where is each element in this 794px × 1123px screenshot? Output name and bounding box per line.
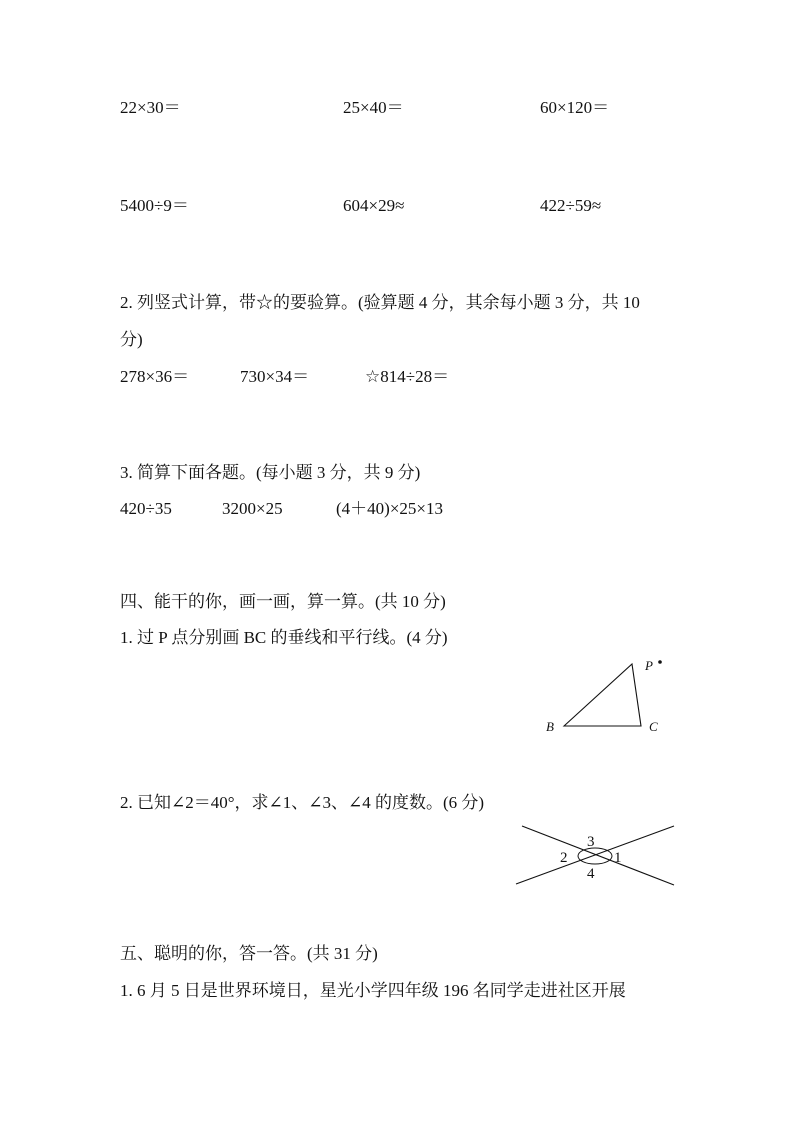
- label-p: P: [645, 658, 653, 673]
- calc-2-1: 5400÷9＝: [120, 196, 189, 215]
- point-p-dot: [658, 660, 662, 664]
- q2-item-1: 278×36＝: [120, 367, 190, 386]
- angle-arc: [578, 848, 612, 864]
- calc-2-3: 422÷59≈: [540, 196, 602, 215]
- q2-title-line2: 分): [120, 330, 143, 349]
- calc-1-1: 22×30＝: [120, 98, 181, 117]
- calc-2-2: 604×29≈: [343, 196, 405, 215]
- calc-1-2: 25×40＝: [343, 98, 404, 117]
- section4-title: 四、能干的你，画一画，算一算。(共 10 分): [120, 592, 446, 611]
- triangle-shape: [564, 664, 641, 726]
- angle-label-4: 4: [587, 866, 595, 882]
- calc-1-3: 60×120＝: [540, 98, 610, 117]
- q3-item-3: (4＋40)×25×13: [336, 499, 443, 518]
- section5-title: 五、聪明的你，答一答。(共 31 分): [120, 944, 378, 963]
- angle-label-1: 1: [614, 850, 622, 866]
- triangle-figure: [540, 652, 680, 742]
- section4-q2-text: 2. 已知∠2＝40°，求∠1、∠3、∠4 的度数。(6 分): [120, 793, 485, 812]
- section5-q1-text: 1. 6 月 5 日是世界环境日，星光小学四年级 196 名同学走进社区开展: [120, 981, 626, 1000]
- angle-label-2: 2: [560, 850, 568, 866]
- label-b: B: [546, 719, 554, 734]
- q3-title: 3. 简算下面各题。(每小题 3 分，共 9 分): [120, 463, 421, 482]
- label-c: C: [649, 719, 658, 734]
- q3-item-1: 420÷35: [120, 499, 172, 518]
- angle-label-3: 3: [587, 834, 595, 850]
- q2-item-2: 730×34＝: [240, 367, 310, 386]
- q2-item-3: ☆814÷28＝: [365, 367, 450, 386]
- q2-title-line1: 2. 列竖式计算，带☆的要验算。(验算题 4 分，其余每小题 3 分，共 10: [120, 293, 640, 312]
- angles-figure: [512, 822, 682, 892]
- q3-item-2: 3200×25: [222, 499, 283, 518]
- section4-q1-text: 1. 过 P 点分别画 BC 的垂线和平行线。(4 分): [120, 628, 448, 647]
